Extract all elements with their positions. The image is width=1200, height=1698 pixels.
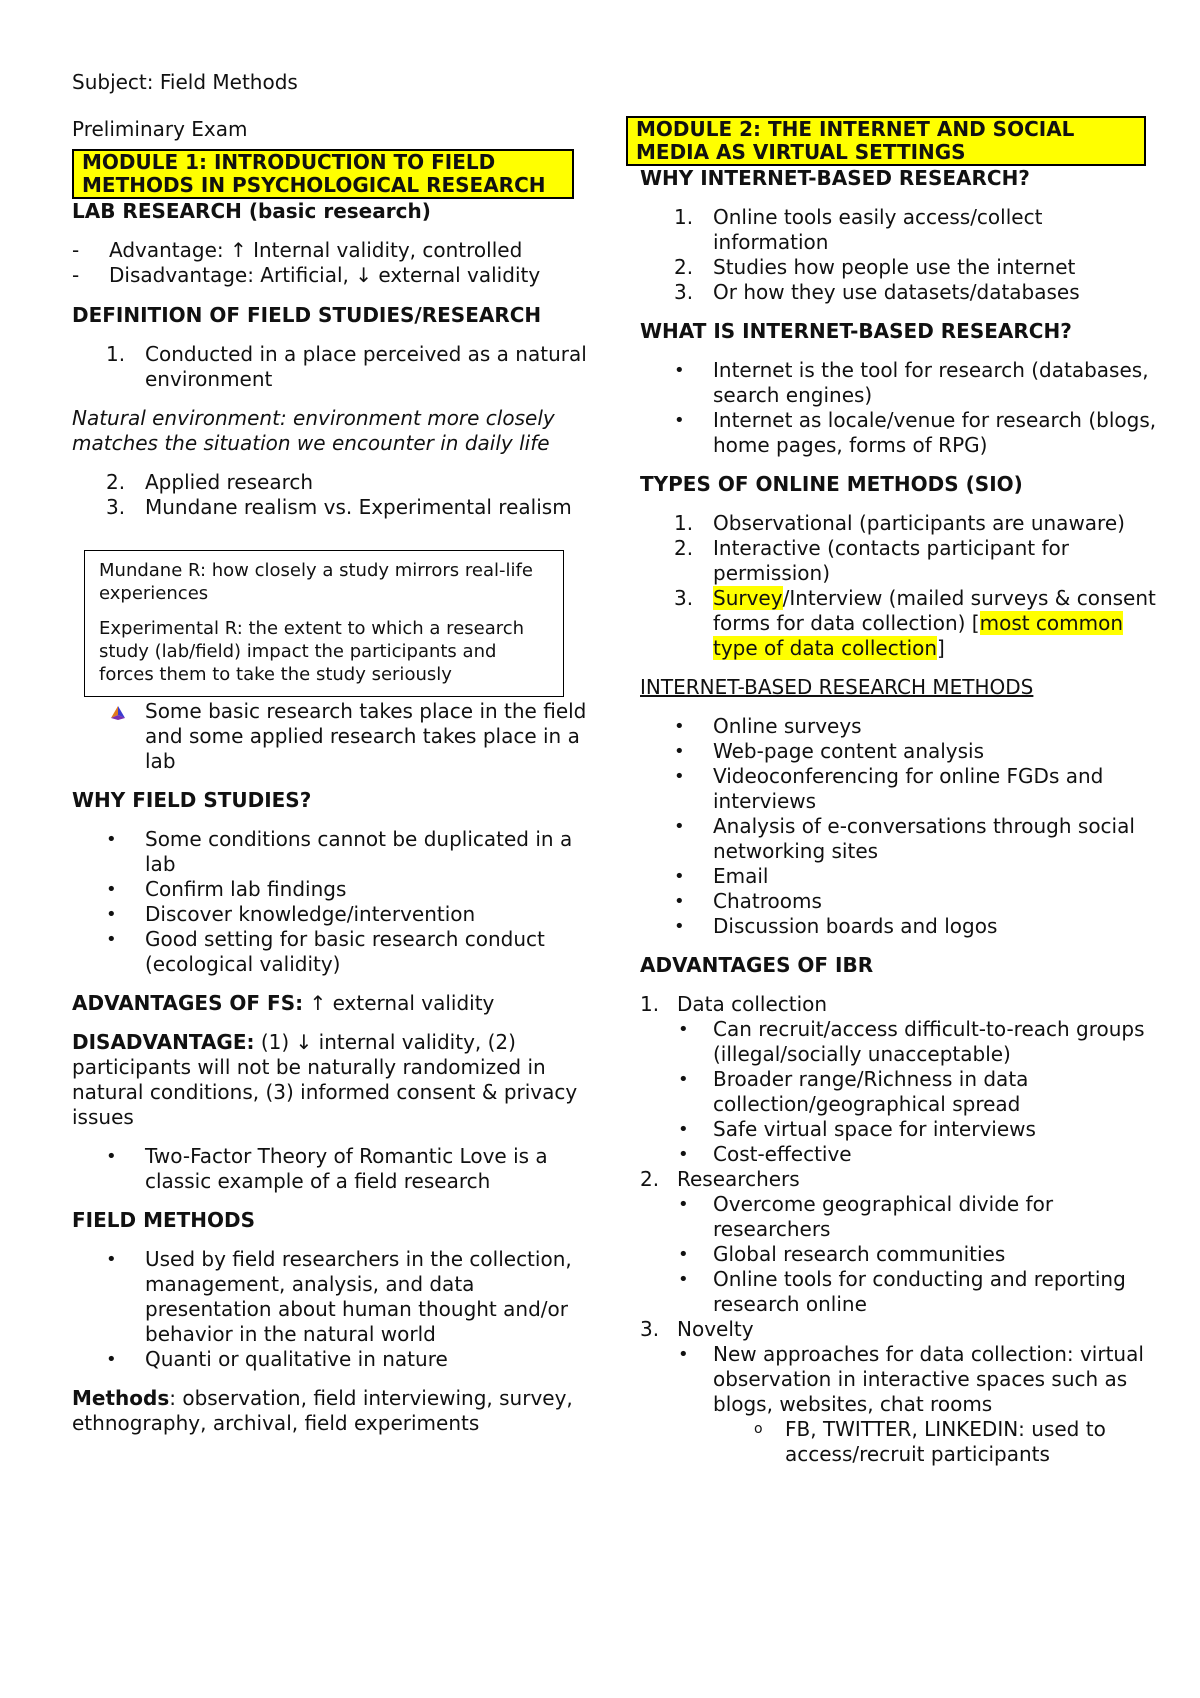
list-item: • Confirm lab findings [106, 877, 347, 901]
list-item: 2. Applied research [106, 470, 314, 494]
subject-line: Subject: Field Methods [72, 70, 298, 94]
list-item: 1. Observational (participants are unaware) [674, 511, 1125, 535]
list-item: 1. Data collection [640, 992, 828, 1016]
module-1-title: MODULE 1: INTRODUCTION TO FIELD METHODS IN PSYCHOLOGICAL RESEARCH [72, 149, 574, 199]
list-item: • Used by field researchers in the collection, management, analysis, and data presentation about human thought and/or behavior in the natural world [106, 1247, 572, 1346]
list-item: • Quanti or qualitative in nature [106, 1347, 448, 1371]
list-item: • Cost-effective [678, 1142, 852, 1166]
list-item: • Can recruit/access difficult-to-reach groups (illegal/socially unacceptable) [678, 1017, 1145, 1066]
highlight: most common type of data collection [713, 611, 1124, 660]
highlight: Survey [713, 586, 783, 610]
ibr-advantages-heading: ADVANTAGES OF IBR [640, 953, 874, 977]
list-item: • Broader range/Richness in data collection/geographical spread [678, 1067, 1029, 1116]
list-item: • Overcome geographical divide for researchers [678, 1192, 1054, 1241]
list-item: • Online tools for conducting and reporting research online [678, 1267, 1126, 1316]
list-item: 2. Interactive (contacts participant for permission) [674, 536, 1069, 585]
what-ibr-heading: WHAT IS INTERNET-BASED RESEARCH? [640, 319, 1072, 343]
list-item: 1. Conducted in a place perceived as a natural environment [106, 342, 587, 391]
advantages-fs: ADVANTAGES OF FS: ↑ external validity [72, 991, 495, 1015]
list-item: • Some conditions cannot be duplicated in a lab [106, 827, 573, 876]
list-item: • Internet is the tool for research (databases, search engines) [674, 358, 1149, 407]
list-item: • Two-Factor Theory of Romantic Love is a classic example of a field research [106, 1144, 548, 1193]
list-item: Some basic research takes place in the field and some applied research takes place in a lab [72, 699, 592, 774]
list-item: - Advantage: ↑ Internal validity, controlled [72, 238, 523, 262]
left-column [72, 70, 592, 1436]
list-item: • Analysis of e-conversations through social networking sites [674, 814, 1135, 863]
list-item: 3. Mundane realism vs. Experimental realism [106, 495, 572, 519]
list-item: - Disadvantage: Artificial, ↓ external validity [72, 263, 541, 287]
list-item: • Internet as locale/venue for research (blogs, home pages, forms of RPG) [674, 408, 1157, 457]
list-item: • New approaches for data collection: virtual observation in interactive spaces such as blogs, websites, chat rooms [678, 1342, 1144, 1416]
right-column [636, 116, 1160, 1467]
list-item: • Chatrooms [674, 889, 822, 913]
types-heading: TYPES OF ONLINE METHODS (SIO) [640, 472, 1023, 496]
list-item: • Web-page content analysis [674, 739, 985, 763]
list-item: • Safe virtual space for interviews [678, 1117, 1036, 1141]
list-item: • Online surveys [674, 714, 862, 738]
list-item: 3. Survey/Interview (mailed surveys & consent forms for data collection) [most common type of data collection] [674, 586, 1156, 660]
list-item: • Discussion boards and logos [674, 914, 998, 938]
field-methods-heading: FIELD METHODS [72, 1208, 256, 1232]
list-item: 1. Online tools easily access/collect information [674, 205, 1043, 254]
list-item: • Discover knowledge/intervention [106, 902, 476, 926]
methods-list: Methods: observation, field interviewing, survey, ethnography, archival, field experiments [72, 1386, 573, 1435]
list-item: • Videoconferencing for online FGDs and interviews [674, 764, 1104, 813]
list-item: • Good setting for basic research conduct (ecological validity) [106, 927, 545, 976]
list-item: 3. Or how they use datasets/databases [674, 280, 1080, 304]
disadvantages-fs: DISADVANTAGE: (1) ↓ internal validity, (2) participants will not be naturally randomized in natural conditions, (3) informed consent & privacy issues [72, 1030, 578, 1129]
lab-research-heading: LAB RESEARCH (basic research) [72, 199, 431, 223]
arrow-bullet-icon [110, 705, 126, 721]
why-field-studies-heading: WHY FIELD STUDIES? [72, 788, 312, 812]
ibr-methods-heading: INTERNET-BASED RESEARCH METHODS [640, 675, 1034, 699]
why-ibr-heading: WHY INTERNET-BASED RESEARCH? [640, 166, 1030, 190]
natural-environment-note: Natural environment: environment more closely matches the situation we encounter in daily life [72, 406, 555, 455]
list-item: 2. Researchers [640, 1167, 800, 1191]
list-item: 3. Novelty [640, 1317, 754, 1341]
list-item: • Global research communities [678, 1242, 1006, 1266]
list-item: 2. Studies how people use the internet [674, 255, 1076, 279]
mundane-realism-definition: Mundane R: how closely a study mirrors real-life experiences [99, 560, 533, 604]
exam-title: Preliminary Exam [72, 117, 248, 141]
list-item: o FB, TWITTER, LINKEDIN: used to access/recruit participants [754, 1417, 1106, 1466]
module-2-title: MODULE 2: THE INTERNET AND SOCIAL MEDIA AS VIRTUAL SETTINGS [626, 116, 1146, 166]
definition-heading: DEFINITION OF FIELD STUDIES/RESEARCH [72, 303, 542, 327]
realism-definitions-box [84, 550, 564, 697]
list-item: • Email [674, 864, 769, 888]
experimental-realism-definition: Experimental R: the extent to which a research study (lab/field) impact the participants and forces them to take the study seriously [99, 618, 525, 685]
